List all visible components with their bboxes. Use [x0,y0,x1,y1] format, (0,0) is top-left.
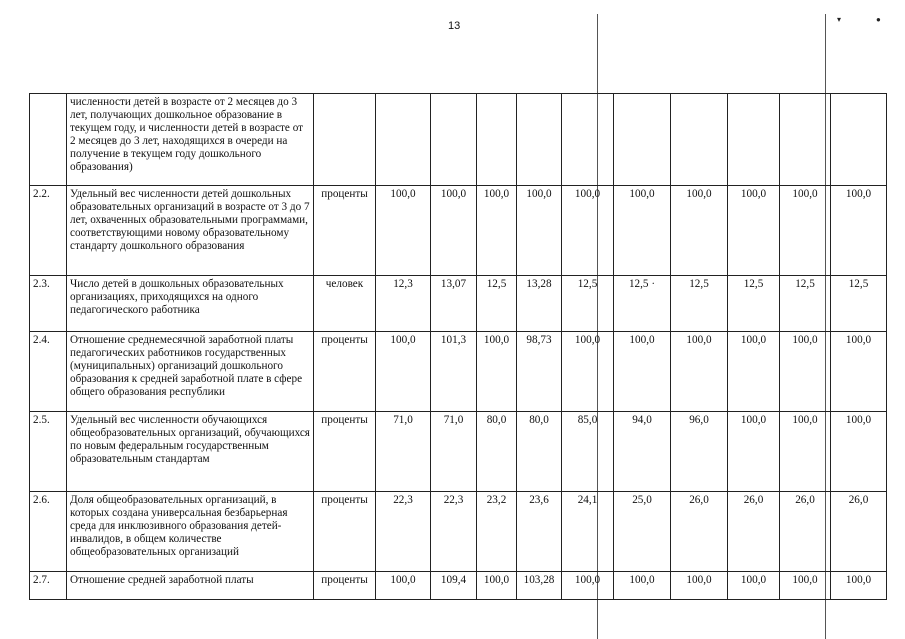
value-cell: 12,5 [562,276,614,332]
unit-cell: проценты [314,492,376,572]
value-cell: 100,0 [477,572,517,600]
value-cell: 26,0 [671,492,728,572]
value-cell: 23,6 [517,492,562,572]
scan-mark: ● [876,15,881,24]
value-cell: 96,0 [671,412,728,492]
unit-cell: проценты [314,186,376,276]
value-cell [671,94,728,186]
table-row [30,572,887,600]
value-cell: 12,5 [780,276,831,332]
value-cell: 100,0 [780,572,831,600]
value-cell: 100,0 [780,412,831,492]
unit-cell [314,94,376,186]
value-cell: 71,0 [431,412,477,492]
value-cell: 71,0 [376,412,431,492]
value-cell: 94,0 [614,412,671,492]
value-cell: 100,0 [728,186,780,276]
value-cell: 100,0 [780,186,831,276]
value-cell [562,94,614,186]
page-number: 13 [448,20,461,32]
value-cell: 100,0 [562,572,614,600]
value-cell: 24,1 [562,492,614,572]
value-cell: 100,0 [728,572,780,600]
indicator-name: Число детей в дошкольных образовательных организациях, приходящихся на одного педагогического работника [67,276,314,332]
value-cell: 100,0 [562,186,614,276]
value-cell: 25,0 [614,492,671,572]
table-row [30,276,887,332]
table-row [30,186,887,276]
row-number: 2.2. [30,186,67,276]
value-cell: 100,0 [477,332,517,412]
indicator-name: Отношение средней заработной платы [67,572,314,600]
value-cell [614,94,671,186]
value-cell: 13,28 [517,276,562,332]
value-cell: 100,0 [780,332,831,412]
table-row [30,492,887,572]
value-cell: 12,5 [728,276,780,332]
value-cell: 22,3 [431,492,477,572]
row-number [30,94,67,186]
value-cell: 85,0 [562,412,614,492]
indicator-name: Отношение среднемесячной заработной платы педагогических работников государственных (муниципальных) организаций дошкольного образования к средней заработной плате в сфере общего образования республики [67,332,314,412]
value-cell: 100,0 [376,332,431,412]
row-number: 2.5. [30,412,67,492]
row-number: 2.7. [30,572,67,600]
value-cell: 100,0 [728,412,780,492]
value-cell: 12,3 [376,276,431,332]
value-cell: 13,07 [431,276,477,332]
scan-mark: ▾ [837,15,842,24]
value-cell: 80,0 [517,412,562,492]
row-number: 2.6. [30,492,67,572]
indicators-table [29,93,887,600]
value-cell: 100,0 [614,572,671,600]
value-cell [376,94,431,186]
value-cell [431,94,477,186]
value-cell [831,94,887,186]
indicator-name: Удельный вес численности детей дошкольных образовательных организаций в возрасте от 3 до 7 лет, охваченных образовательными программами, соответствующими новому образовательному стандарту дошкольного образования [67,186,314,276]
table-row [30,332,887,412]
value-cell: 12,5 · [614,276,671,332]
unit-cell: проценты [314,572,376,600]
value-cell: 100,0 [517,186,562,276]
table-row [30,94,887,186]
value-cell: 100,0 [614,332,671,412]
value-cell: 23,2 [477,492,517,572]
value-cell: 109,4 [431,572,477,600]
unit-cell: проценты [314,412,376,492]
value-cell [780,94,831,186]
value-cell: 26,0 [728,492,780,572]
value-cell [477,94,517,186]
value-cell [517,94,562,186]
value-cell: 26,0 [831,492,887,572]
indicator-name: Удельный вес численности обучающихся общеобразовательных организаций, обучающихся по новым федеральным государственным образовательным стандартам [67,412,314,492]
value-cell: 100,0 [671,572,728,600]
value-cell: 100,0 [831,572,887,600]
value-cell: 100,0 [671,186,728,276]
value-cell: 103,28 [517,572,562,600]
value-cell: 100,0 [431,186,477,276]
table-row [30,412,887,492]
value-cell: 12,5 [477,276,517,332]
row-number: 2.4. [30,332,67,412]
value-cell: 26,0 [780,492,831,572]
value-cell: 100,0 [477,186,517,276]
value-cell: 100,0 [831,332,887,412]
value-cell: 101,3 [431,332,477,412]
value-cell: 100,0 [376,572,431,600]
unit-cell: проценты [314,332,376,412]
unit-cell: человек [314,276,376,332]
value-cell: 12,5 [831,276,887,332]
value-cell: 22,3 [376,492,431,572]
value-cell: 100,0 [562,332,614,412]
value-cell: 98,73 [517,332,562,412]
value-cell: 12,5 [671,276,728,332]
value-cell: 100,0 [376,186,431,276]
row-number: 2.3. [30,276,67,332]
value-cell [728,94,780,186]
value-cell: 80,0 [477,412,517,492]
value-cell: 100,0 [728,332,780,412]
value-cell: 100,0 [831,412,887,492]
value-cell: 100,0 [831,186,887,276]
indicator-name: численности детей в возрасте от 2 месяцев до 3 лет, получающих дошкольное образование в текущем году, и численности детей в возрасте от 2 месяцев до 3 лет, находящихся в очереди на получение в текущем году дошкольного образования) [67,94,314,186]
value-cell: 100,0 [614,186,671,276]
value-cell: 100,0 [671,332,728,412]
indicator-name: Доля общеобразовательных организаций, в которых создана универсальная безбарьерная среда для инклюзивного образования детей-инвалидов, в общем количестве общеобразовательных организаций [67,492,314,572]
